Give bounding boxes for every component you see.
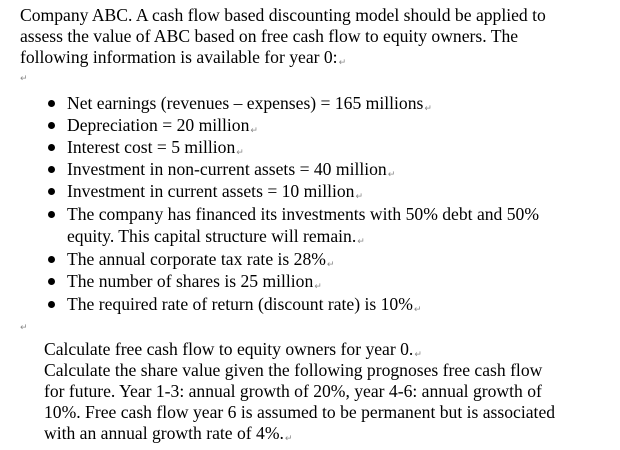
question-2-line-4: with an annual growth rate of 4%.↵ bbox=[44, 423, 292, 447]
paragraph-mark-icon: ↵ bbox=[284, 434, 293, 444]
paragraph-mark-icon: ↵ bbox=[387, 170, 396, 180]
list-item-text: equity. This capital structure will remain.↵ bbox=[67, 226, 365, 250]
list-item-text: The number of shares is 25 million↵ bbox=[67, 271, 322, 295]
bullet-icon bbox=[48, 301, 55, 308]
paragraph-mark-icon: ↵ bbox=[338, 58, 347, 68]
paragraph-mark-icon: ↵ bbox=[413, 305, 422, 315]
bullet-icon bbox=[48, 122, 55, 129]
intro-line-1: Company ABC. A cash flow based discounting model should be applied to bbox=[20, 5, 546, 25]
paragraph-mark-icon: ↵ bbox=[355, 192, 364, 202]
question-1: Calculate free cash flow to equity owners for year 0.↵ bbox=[44, 339, 422, 363]
list-item-text: Depreciation = 20 million↵ bbox=[67, 115, 258, 139]
bullet-icon bbox=[48, 256, 55, 263]
list-item-text: Investment in non-current assets = 40 million↵ bbox=[67, 159, 395, 183]
paragraph-mark-icon: ↵ bbox=[20, 323, 28, 333]
bullet-icon bbox=[48, 188, 55, 195]
bullet-icon bbox=[48, 278, 55, 285]
question-2-line-1: Calculate the share value given the following prognoses free cash flow bbox=[44, 360, 543, 380]
paragraph-mark-icon: ↵ bbox=[314, 282, 322, 292]
bullet-icon bbox=[48, 211, 55, 218]
question-2-line-2: for future. Year 1-3: annual growth of 20%, year 4-6: annual growth of bbox=[44, 381, 542, 401]
list-item-text: The required rate of return (discount rate) is 10%↵ bbox=[67, 294, 421, 318]
list-item-text: Interest cost = 5 million↵ bbox=[67, 137, 244, 161]
paragraph-mark-icon: ↵ bbox=[414, 350, 422, 360]
paragraph-mark-icon: ↵ bbox=[250, 126, 258, 136]
paragraph-mark-icon: ↵ bbox=[236, 148, 244, 158]
paragraph-mark-icon: ↵ bbox=[20, 74, 28, 84]
question-2-line-3: 10%. Free cash flow year 6 is assumed to be permanent but is associated bbox=[44, 402, 556, 422]
paragraph-mark-icon: ↵ bbox=[326, 260, 335, 270]
bullet-icon bbox=[48, 144, 55, 151]
list-item-text: The company has financed its investments with 50% debt and 50% bbox=[67, 204, 539, 224]
list-item-text: Investment in current assets = 10 million↵ bbox=[67, 181, 363, 205]
list-item-text: The annual corporate tax rate is 28%↵ bbox=[67, 249, 334, 273]
paragraph-mark-icon: ↵ bbox=[424, 104, 432, 114]
list-item-text: Net earnings (revenues – expenses) = 165 millions↵ bbox=[67, 93, 432, 117]
paragraph-mark-icon: ↵ bbox=[357, 237, 365, 247]
intro-line-2: assess the value of ABC based on free cash flow to equity owners. The bbox=[20, 26, 519, 46]
bullet-icon bbox=[48, 100, 55, 107]
bullet-icon bbox=[48, 166, 55, 173]
intro-line-3: following information is available for year 0:↵ bbox=[20, 47, 346, 71]
